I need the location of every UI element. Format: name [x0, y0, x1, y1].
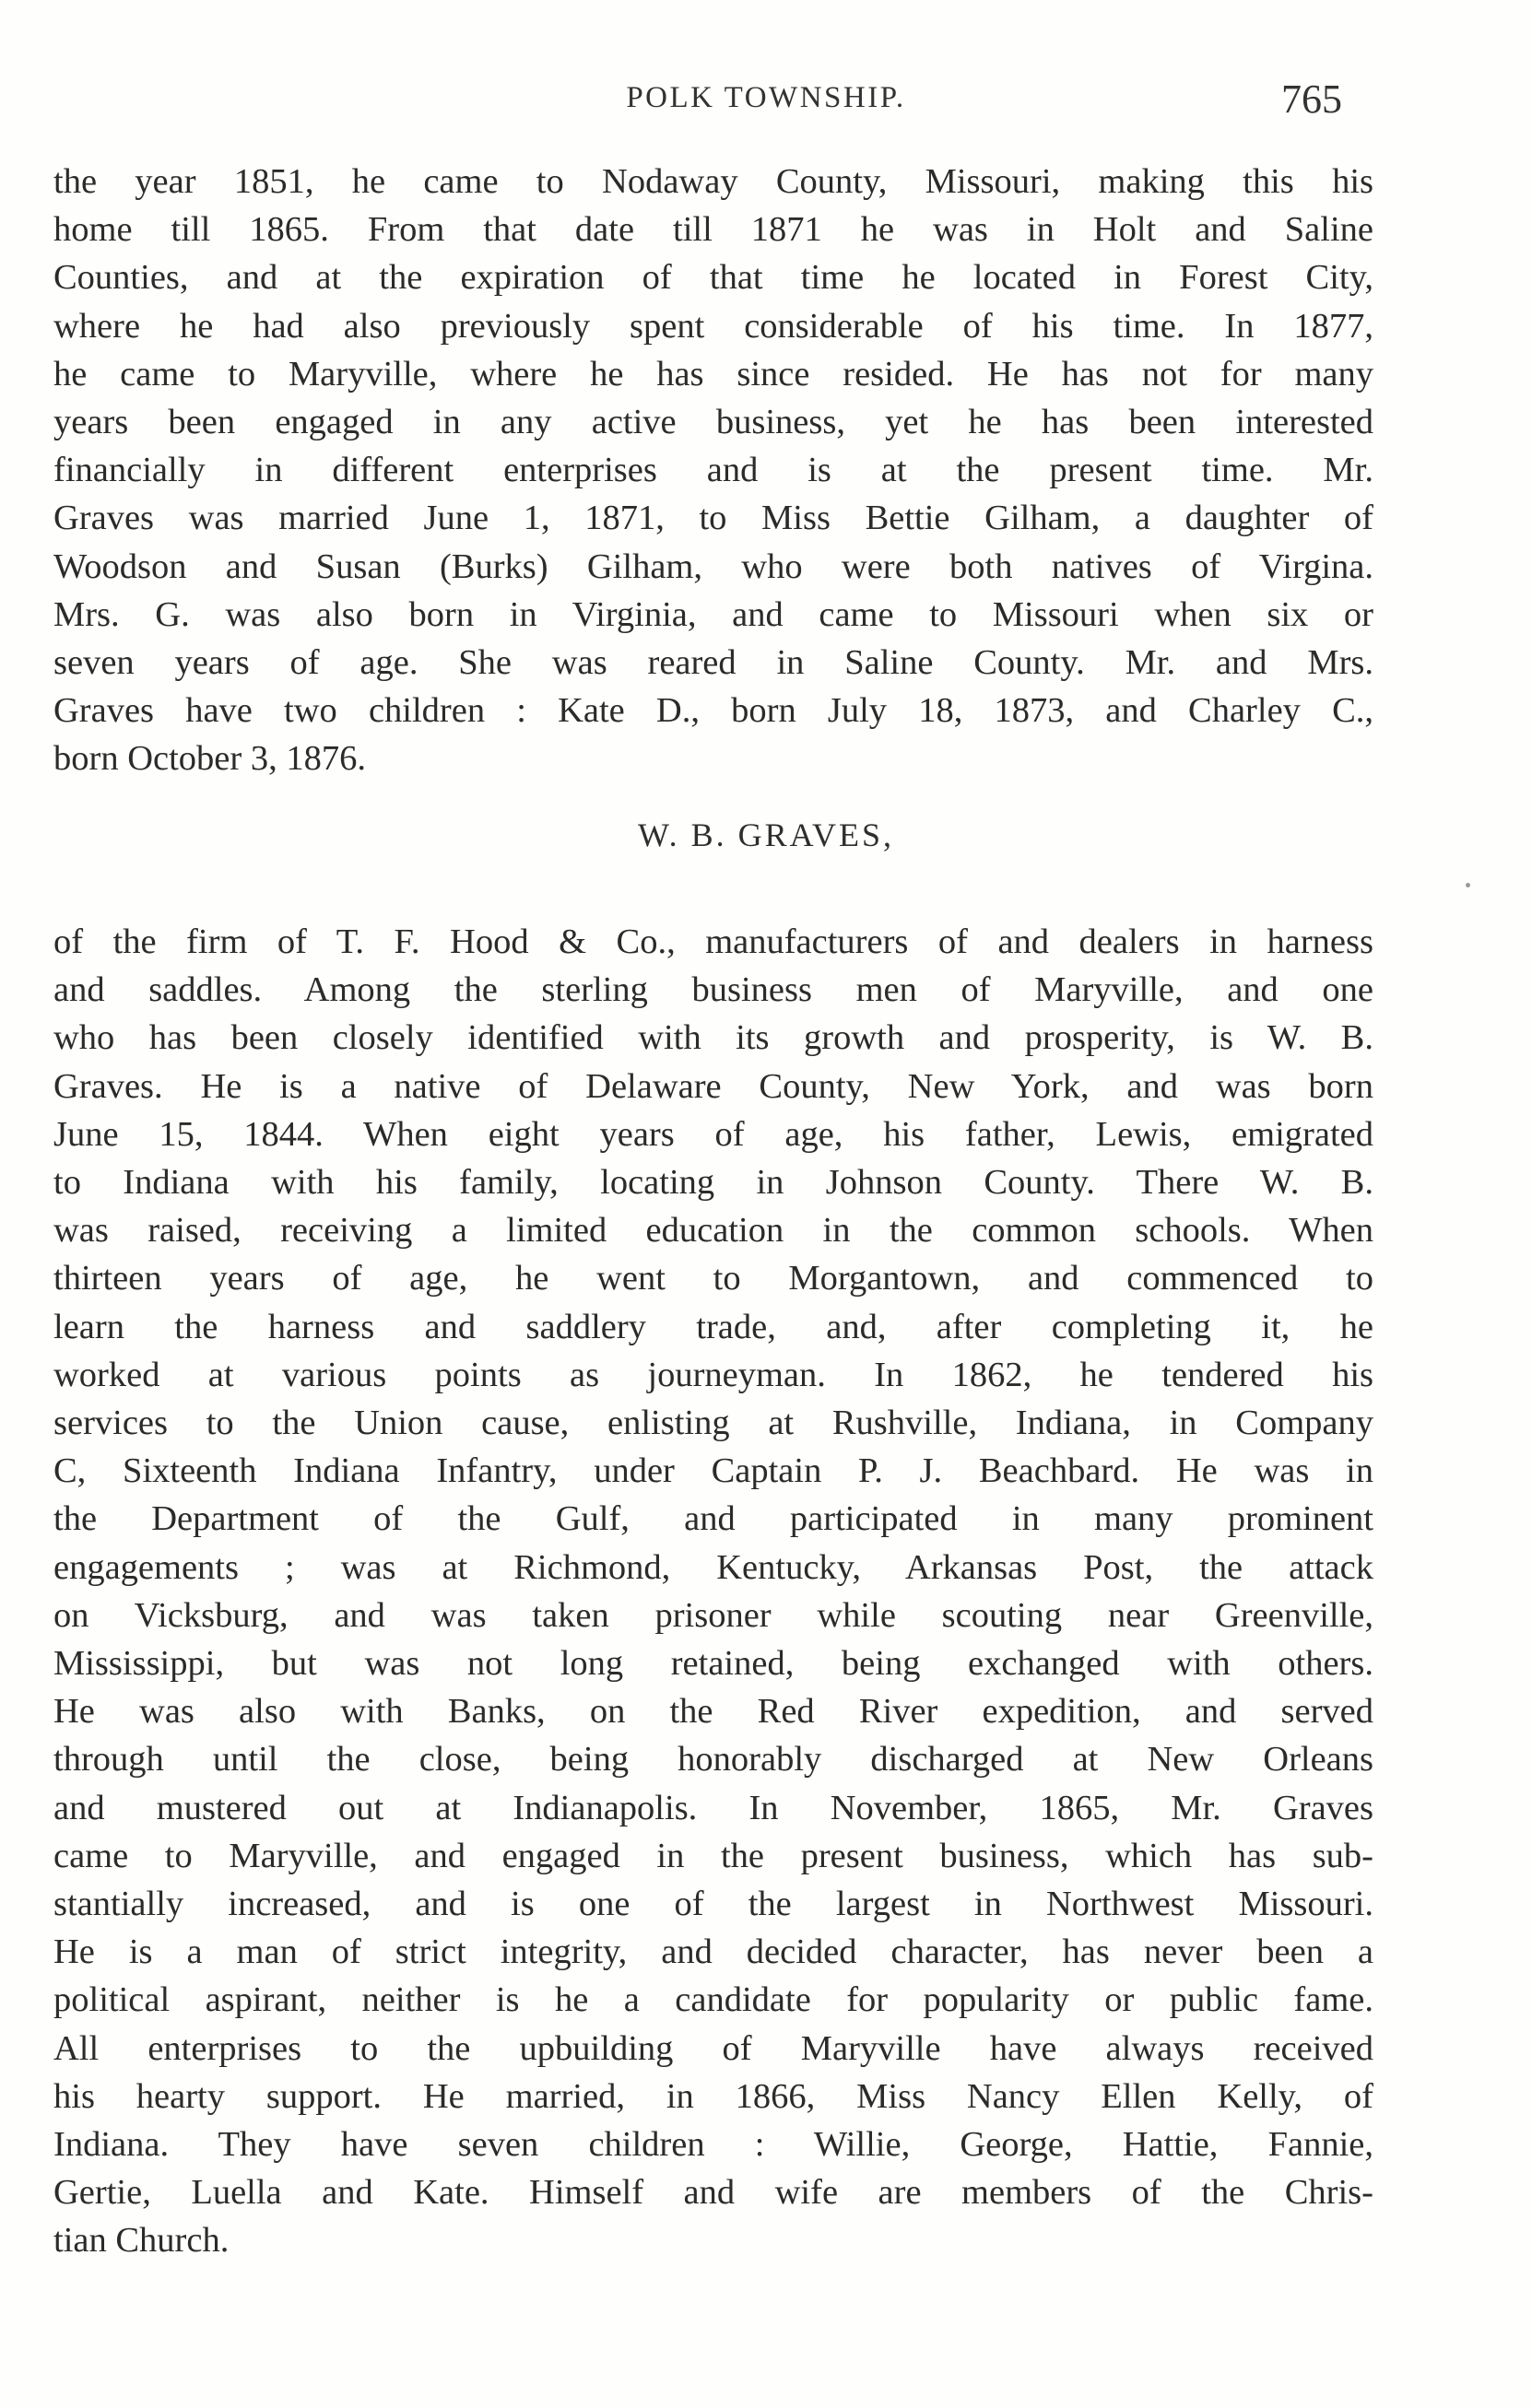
text-line: came to Maryville, and engaged in the present business, which has sub-	[53, 1836, 1373, 1875]
text-line: Gertie, Luella and Kate. Himself and wife are members of the Chris-	[53, 2173, 1373, 2213]
text-line: and saddles. Among the sterling business men of Maryville, and one	[53, 970, 1373, 1010]
text-line: of the firm of T. F. Hood & Co., manufacturers of and dealers in harness	[53, 922, 1373, 961]
text-line: and mustered out at Indianapolis. In November, 1865, Mr. Graves	[53, 1788, 1373, 1827]
biography-paragraph-continued	[53, 158, 1373, 783]
text-line: Graves have two children : Kate D., born July 18, 1873, and Charley C.,	[53, 691, 1373, 731]
text-line: he came to Maryville, where he has since resided. He has not for many	[53, 354, 1373, 394]
text-line: political aspirant, neither is he a candidate for popularity or public fame.	[53, 1980, 1373, 2020]
text-line: thirteen years of age, he went to Morgantown, and commenced to	[53, 1259, 1373, 1298]
text-line: to Indiana with his family, locating in Johnson County. There W. B.	[53, 1163, 1373, 1203]
text-line: his hearty support. He married, in 1866, Miss Nancy Ellen Kelly, of	[53, 2076, 1373, 2116]
text-line: engagements ; was at Richmond, Kentucky, Arkansas Post, the attack	[53, 1547, 1373, 1587]
text-line: where he had also previously spent considerable of his time. In 1877,	[53, 306, 1373, 346]
running-title: POLK TOWNSHIP.	[626, 81, 906, 114]
text-line: Mrs. G. was also born in Virginia, and came to Missouri when six or	[53, 594, 1373, 634]
biography-paragraph	[53, 918, 1373, 2265]
text-line: June 15, 1844. When eight years of age, his father, Lewis, emigrated	[53, 1114, 1373, 1154]
text-line: financially in different enterprises and is at the present time. Mr.	[53, 451, 1373, 490]
text-line: on Vicksburg, and was taken prisoner while scouting near Greenville,	[53, 1595, 1373, 1635]
running-head	[0, 76, 1532, 127]
text-line: C, Sixteenth Indiana Infantry, under Captain P. J. Beachbard. He was in	[53, 1451, 1373, 1491]
text-line: Counties, and at the expiration of that time he located in Forest City,	[53, 258, 1373, 298]
text-line: He was also with Banks, on the Red River expedition, and served	[53, 1692, 1373, 1732]
text-line: years been engaged in any active business, yet he has been interested	[53, 403, 1373, 442]
text-line: born October 3, 1876.	[53, 739, 366, 779]
text-line: learn the harness and saddlery trade, and, after completing it, he	[53, 1307, 1373, 1346]
text-line: Woodson and Susan (Burks) Gilham, who were both natives of Virgina.	[53, 546, 1373, 586]
text-line: Graves was married June 1, 1871, to Miss Bettie Gilham, a daughter of	[53, 499, 1373, 538]
text-line: through until the close, being honorably discharged at New Orleans	[53, 1740, 1373, 1780]
text-line: who has been closely identified with its growth and prosperity, is W. B.	[53, 1018, 1373, 1058]
text-line: the year 1851, he came to Nodaway County, Missouri, making this his	[53, 162, 1373, 201]
page-number: 765	[1281, 76, 1342, 122]
paper-speck	[1466, 883, 1470, 887]
text-line: worked at various points as journeyman. In 1862, he tendered his	[53, 1355, 1373, 1394]
text-line: stantially increased, and is one of the largest in Northwest Missouri.	[53, 1885, 1373, 1924]
text-line: the Department of the Gulf, and participated in many prominent	[53, 1499, 1373, 1539]
text-line: Indiana. They have seven children : Willie, George, Hattie, Fannie,	[53, 2125, 1373, 2165]
text-line: Mississippi, but was not long retained, being exchanged with others.	[53, 1644, 1373, 1684]
section-heading: W. B. GRAVES,	[637, 816, 895, 853]
text-line: was raised, receiving a limited education in the common schools. When	[53, 1211, 1373, 1251]
text-line: seven years of age. She was reared in Saline County. Mr. and Mrs.	[53, 643, 1373, 683]
text-line: home till 1865. From that date till 1871 he was in Holt and Saline	[53, 210, 1373, 250]
text-line: He is a man of strict integrity, and decided character, has never been a	[53, 1932, 1373, 1972]
text-line: services to the Union cause, enlisting at Rushville, Indiana, in Company	[53, 1404, 1373, 1443]
text-line: tian Church.	[53, 2221, 230, 2261]
text-line: Graves. He is a native of Delaware County, New York, and was born	[53, 1066, 1373, 1106]
text-line: All enterprises to the upbuilding of Maryville have always received	[53, 2028, 1373, 2068]
